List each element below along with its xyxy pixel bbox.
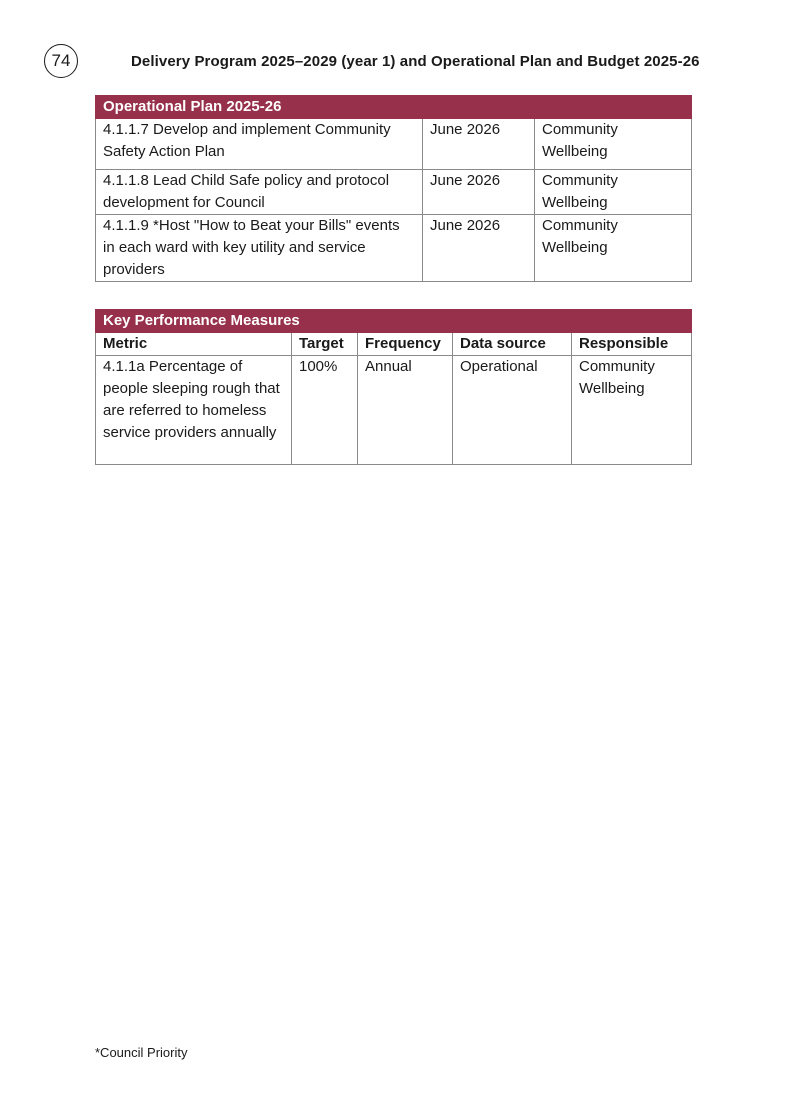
action-cell: 4.1.1.9 *Host "How to Beat your Bills" events in each ward with key utility and service providers	[96, 215, 423, 282]
kpm-header-row	[96, 333, 692, 356]
table-row	[96, 119, 692, 170]
column-header-target: Target	[292, 333, 358, 356]
responsible-cell: Community Wellbeing	[535, 215, 692, 282]
responsible-cell: Community Wellbeing	[535, 119, 692, 170]
target-cell: 100%	[292, 356, 358, 465]
table-row	[96, 356, 692, 465]
column-header-metric: Metric	[96, 333, 292, 356]
column-header-responsible: Responsible	[572, 333, 692, 356]
operational-plan-heading: Operational Plan 2025-26	[96, 96, 692, 119]
responsible-cell: Community Wellbeing	[535, 170, 692, 215]
data-source-cell: Operational	[453, 356, 572, 465]
timeframe-cell: June 2026	[423, 119, 535, 170]
column-header-data-source: Data source	[453, 333, 572, 356]
page-number: 74	[44, 44, 78, 78]
operational-plan-table	[95, 95, 692, 282]
action-cell: 4.1.1.7 Develop and implement Community Safety Action Plan	[96, 119, 423, 170]
column-header-frequency: Frequency	[358, 333, 453, 356]
timeframe-cell: June 2026	[423, 215, 535, 282]
table-row	[96, 170, 692, 215]
metric-cell: 4.1.1a Percentage of people sleeping rough that are referred to homeless service providers annually	[96, 356, 292, 465]
frequency-cell: Annual	[358, 356, 453, 465]
document-title: Delivery Program 2025–2029 (year 1) and Operational Plan and Budget 2025-26	[131, 53, 700, 70]
key-performance-measures-table	[95, 309, 692, 465]
table-row	[96, 215, 692, 282]
responsible-cell: Community Wellbeing	[572, 356, 692, 465]
action-cell: 4.1.1.8 Lead Child Safe policy and protocol development for Council	[96, 170, 423, 215]
timeframe-cell: June 2026	[423, 170, 535, 215]
footnote: *Council Priority	[95, 1045, 188, 1060]
kpm-heading: Key Performance Measures	[96, 310, 692, 333]
